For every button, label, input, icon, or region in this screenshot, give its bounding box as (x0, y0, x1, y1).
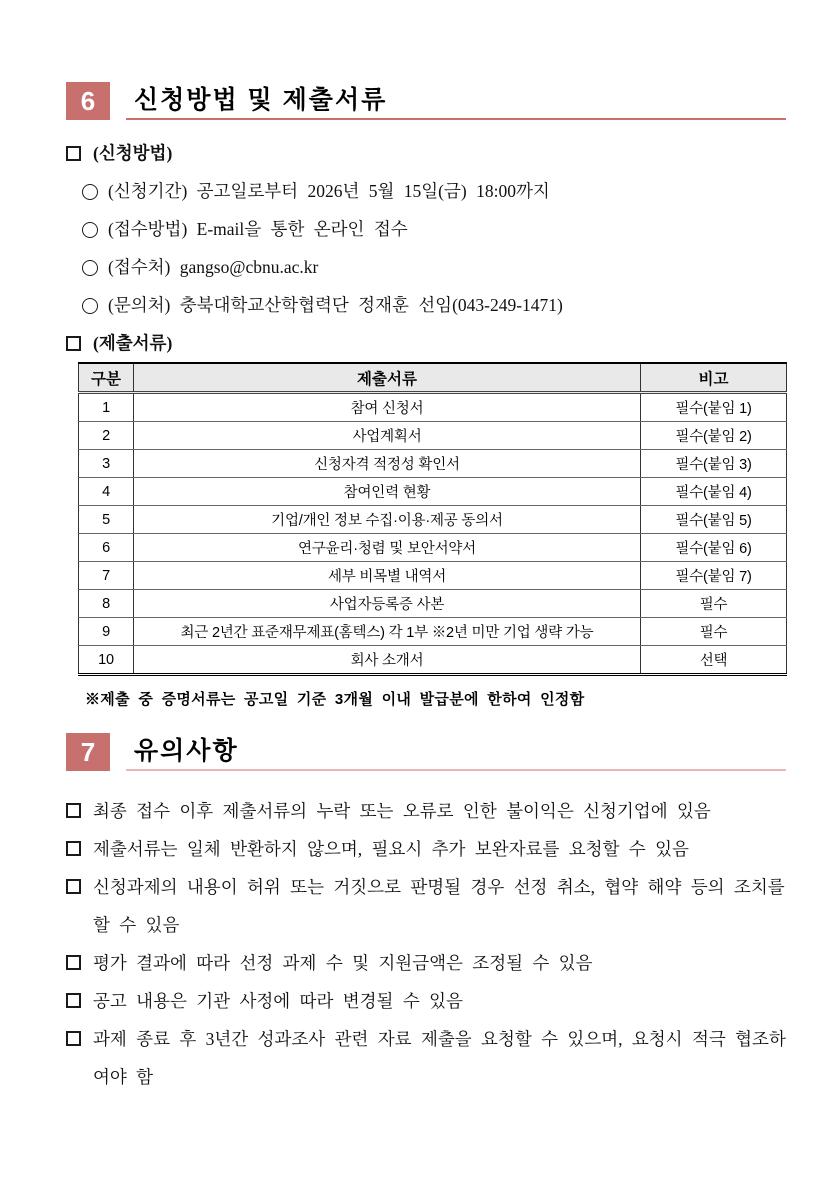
table-row (79, 422, 787, 450)
table-header-remark: 비고 (641, 363, 787, 393)
cell-number: 2 (79, 422, 134, 450)
list-item-contact (66, 292, 788, 319)
table-row (79, 590, 787, 618)
cell-remark: 필수(붙임 7) (641, 562, 787, 590)
table-footnote: ※제출 중 증명서류는 공고일 기준 3개월 이내 발급분에 한하여 인정함 (85, 691, 585, 708)
notice-item-text: 평가 결과에 따라 선정 과제 수 및 지원금액은 조정될 수 있음 (93, 953, 593, 973)
notice-item-text: 공고 내용은 기관 사정에 따라 변경될 수 있음 (93, 991, 463, 1011)
list-item-text: (문의처) 충북대학교산학협력단 정재훈 선임(043-249-1471) (108, 295, 563, 315)
square-bullet-icon (66, 955, 81, 970)
list-item-apply-method-heading (66, 140, 788, 167)
table-row (79, 562, 787, 590)
table-row (79, 534, 787, 562)
table-row (79, 393, 787, 422)
cell-number: 10 (79, 646, 134, 675)
section7-title-underline (126, 733, 786, 771)
section7-number-badge: 7 (66, 733, 110, 771)
section6-list (66, 140, 788, 368)
section6-number-badge: 6 (66, 82, 110, 120)
cell-remark: 필수(붙임 4) (641, 478, 787, 506)
cell-number: 8 (79, 590, 134, 618)
circle-bullet-icon (82, 260, 98, 276)
notice-item-text: 과제 종료 후 3년간 성과조사 관련 자료 제출을 요청할 수 있으며, 요청시 적극 협조하여야 함 (93, 1029, 786, 1087)
table-row (79, 450, 787, 478)
cell-number: 6 (79, 534, 134, 562)
notice-item-text: 신청과제의 내용이 허위 또는 거짓으로 판명될 경우 선정 취소, 협약 해약 등의 조치를 할 수 있음 (93, 877, 785, 935)
notice-item-adjustment (66, 944, 794, 982)
notice-item-no-return (66, 830, 794, 868)
square-bullet-icon (66, 841, 81, 856)
list-item-text: (신청기간) 공고일로부터 2026년 5월 15일(금) 18:00까지 (108, 181, 550, 201)
square-bullet-icon (66, 146, 81, 161)
list-item-text: (신청방법) (93, 143, 173, 163)
list-item-text: (제출서류) (93, 333, 173, 353)
cell-remark: 필수 (641, 618, 787, 646)
cell-document: 회사 소개서 (134, 646, 641, 675)
cell-remark: 선택 (641, 646, 787, 675)
section7-title: 유의사항 (134, 737, 239, 765)
cell-number: 5 (79, 506, 134, 534)
section7-header (66, 733, 786, 771)
notice-item-false-content (66, 868, 794, 944)
list-item-submission-docs-heading (66, 330, 788, 357)
cell-remark: 필수(붙임 3) (641, 450, 787, 478)
table-header-number: 구분 (79, 363, 134, 393)
list-item-text: (접수처) gangso@cbnu.ac.kr (108, 257, 319, 277)
cell-document: 연구윤리·청렴 및 보안서약서 (134, 534, 641, 562)
square-bullet-icon (66, 993, 81, 1008)
cell-number: 7 (79, 562, 134, 590)
notice-item-omission-risk (66, 792, 794, 830)
table-header-document: 제출서류 (134, 363, 641, 393)
cell-number: 1 (79, 393, 134, 422)
notice-item-text: 최종 접수 이후 제출서류의 누락 또는 오류로 인한 불이익은 신청기업에 있음 (93, 801, 711, 821)
list-item-submission-address (66, 254, 788, 281)
table-row (79, 618, 787, 646)
table-row (79, 478, 787, 506)
cell-document: 참여 신청서 (134, 393, 641, 422)
section6-title: 신청방법 및 제출서류 (134, 86, 388, 114)
list-item-application-period (66, 178, 788, 205)
notice-item-performance-survey (66, 1020, 794, 1096)
cell-document: 최근 2년간 표준재무제표(홈텍스) 각 1부 ※2년 미만 기업 생략 가능 (134, 618, 641, 646)
cell-document: 참여인력 현황 (134, 478, 641, 506)
cell-remark: 필수(붙임 1) (641, 393, 787, 422)
table-header-row (79, 363, 787, 393)
section7-list (66, 792, 794, 1096)
cell-remark: 필수 (641, 590, 787, 618)
submission-documents-table (78, 362, 787, 676)
cell-document: 기업/개인 정보 수집·이용·제공 동의서 (134, 506, 641, 534)
cell-remark: 필수(붙임 6) (641, 534, 787, 562)
circle-bullet-icon (82, 298, 98, 314)
cell-remark: 필수(붙임 2) (641, 422, 787, 450)
cell-document: 신청자격 적정성 확인서 (134, 450, 641, 478)
square-bullet-icon (66, 879, 81, 894)
circle-bullet-icon (82, 184, 98, 200)
cell-remark: 필수(붙임 5) (641, 506, 787, 534)
section6-header (66, 82, 786, 120)
cell-document: 세부 비목별 내역서 (134, 562, 641, 590)
cell-number: 4 (79, 478, 134, 506)
table-row (79, 506, 787, 534)
list-item-submission-method (66, 216, 788, 243)
list-item-text: (접수방법) E-mail을 통한 온라인 접수 (108, 219, 408, 239)
notice-item-change (66, 982, 794, 1020)
cell-number: 9 (79, 618, 134, 646)
section6-title-underline (126, 82, 786, 120)
square-bullet-icon (66, 803, 81, 818)
cell-number: 3 (79, 450, 134, 478)
cell-document: 사업계획서 (134, 422, 641, 450)
notice-item-text: 제출서류는 일체 반환하지 않으며, 필요시 추가 보완자료를 요청할 수 있음 (93, 839, 689, 859)
square-bullet-icon (66, 1031, 81, 1046)
square-bullet-icon (66, 336, 81, 351)
circle-bullet-icon (82, 222, 98, 238)
cell-document: 사업자등록증 사본 (134, 590, 641, 618)
table-row (79, 646, 787, 675)
